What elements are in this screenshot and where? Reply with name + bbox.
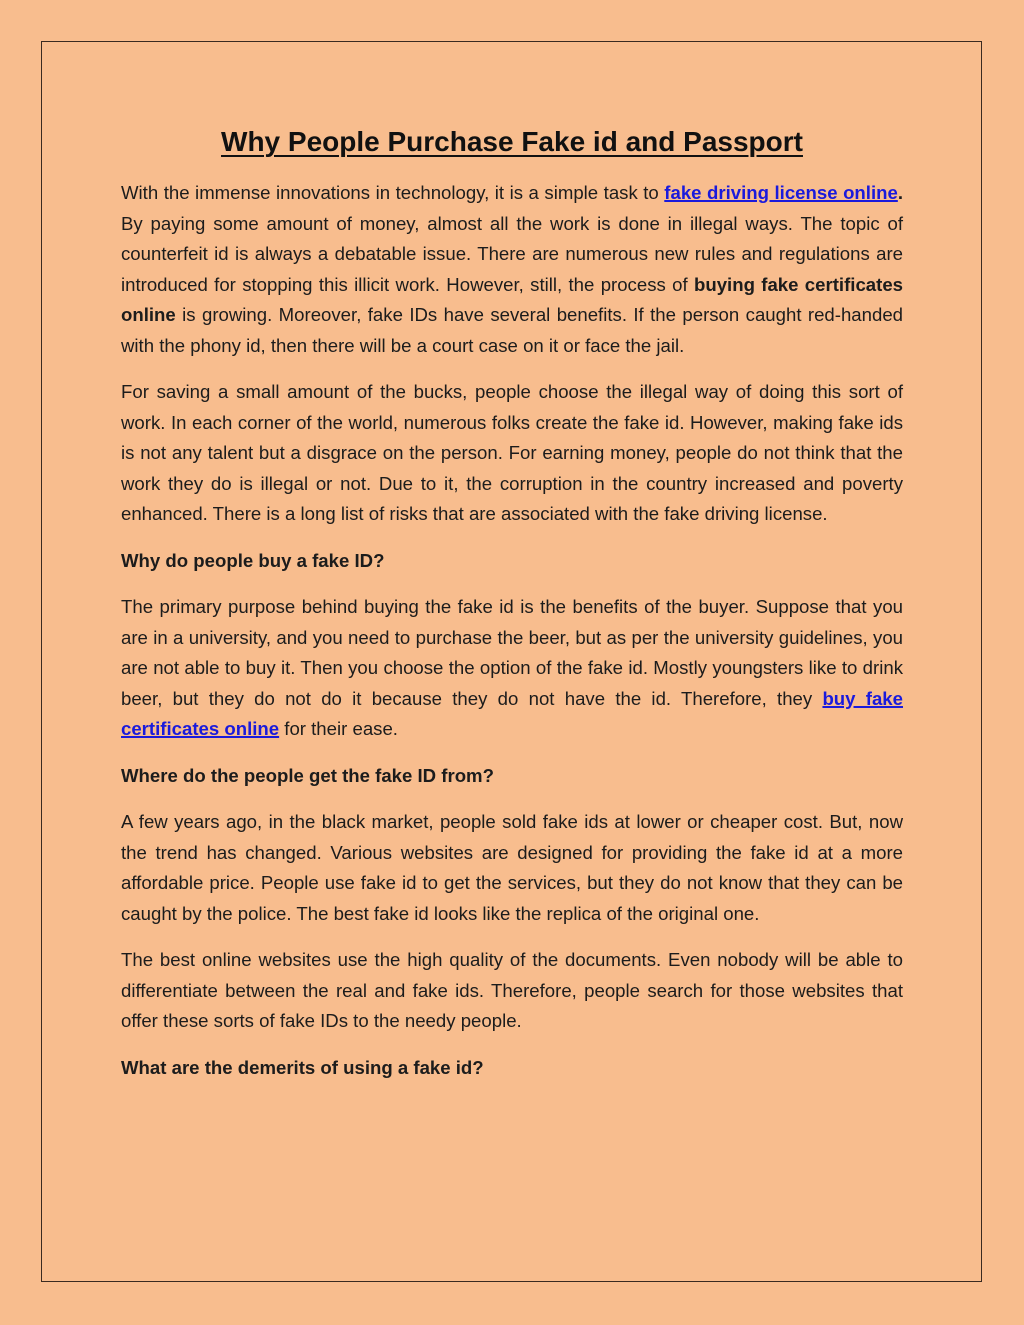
- document-body: [121, 120, 903, 1099]
- paragraph-saving-bucks: For saving a small amount of the bucks, people choose the illegal way of doing this sort of work. In each corner of the world, numerous folks create the fake id. However, making fake ids is not any talent but a disgrace on the person. For earning money, people do not think that the work they do is illegal or not. Due to it, the corruption in the country increased and poverty enhanced. There is a long list of risks that are associated with the fake driving license.: [121, 381, 903, 524]
- section-heading-where-get: Where do the people get the fake ID from?: [121, 764, 494, 786]
- bold-phrase-buying-certificates: buying fake certificates online: [121, 273, 903, 325]
- paragraph-text: for their ease.: [279, 718, 398, 739]
- paragraph-purpose: [121, 592, 903, 745]
- paragraph-text: With the immense innovations in technology, it is a simple task to: [121, 182, 665, 203]
- paragraph-online-websites: The best online websites use the high quality of the documents. Even nobody will be able to differentiate between the real and fake ids. Therefore, people search for those websites that offer these sorts of fake IDs to the needy people.: [121, 949, 903, 1031]
- buy-fake-certificates-link[interactable]: buy fake certificates online: [121, 687, 903, 739]
- period-bold: .: [897, 182, 903, 203]
- paragraph-text: is growing. Moreover, fake IDs have several benefits. If the person caught red-handed with the phony id, then there will be a court case on it or face the jail.: [121, 304, 903, 356]
- document-title: Why People Purchase Fake id and Passport: [221, 126, 803, 157]
- section-heading-demerits: What are the demerits of using a fake id?: [121, 1056, 484, 1078]
- paragraph-text: By paying some amount of money, almost all the work is done in illegal ways. The topic of counterfeit id is always a debatable issue. There are numerous new rules and regulations are introduced for stopping this illicit work. However, still, the process of: [121, 212, 903, 295]
- paragraph-text: The primary purpose behind buying the fake id is the benefits of the buyer. Suppose that you are in a university, and you need to purchase the beer, but as per the university guidelines, you are not able to buy it. Then you choose the option of the fake id. Mostly youngsters like to drink beer, but they do not do it because they do not have the id. Therefore, they: [121, 596, 903, 709]
- paragraph-intro: [121, 178, 903, 361]
- section-heading-why-buy: Why do people buy a fake ID?: [121, 549, 385, 571]
- fake-driving-license-link[interactable]: fake driving license online: [664, 182, 898, 203]
- paragraph-black-market: A few years ago, in the black market, people sold fake ids at lower or cheaper cost. But, now the trend has changed. Various websites are designed for providing the fake id at a more affordable price. People use fake id to get the services, but they do not know that they can be caught by the police. The best fake id looks like the replica of the original one.: [121, 811, 903, 924]
